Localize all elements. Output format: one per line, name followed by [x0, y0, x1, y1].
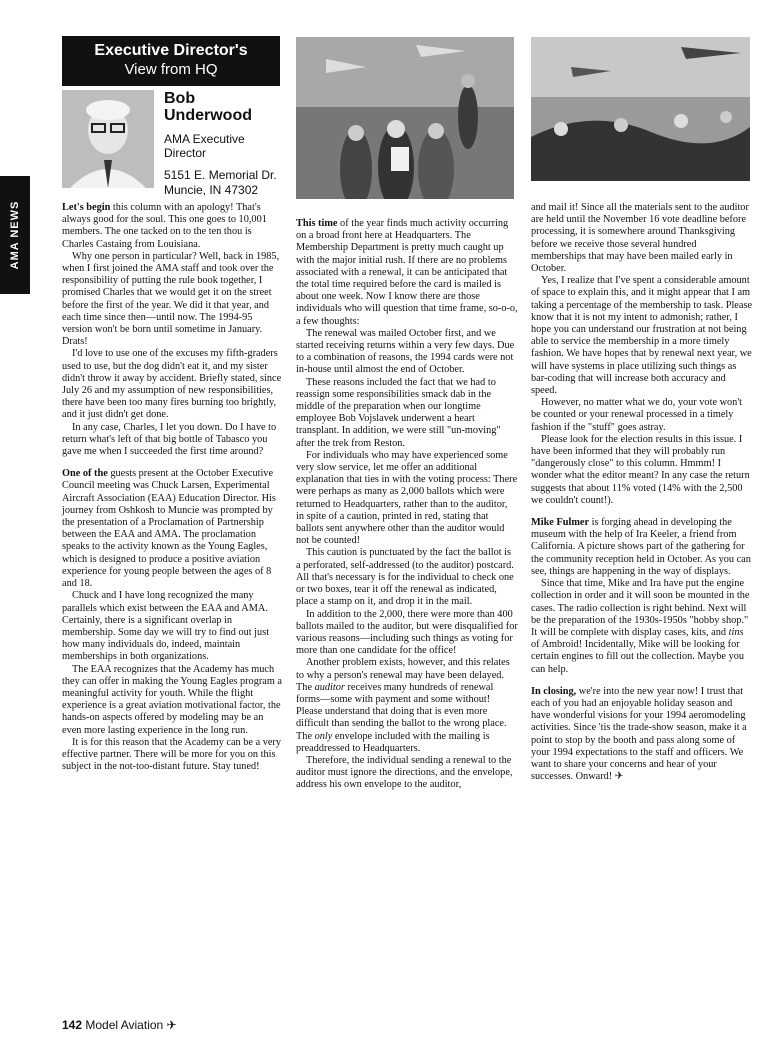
text-column-2: [296, 218, 518, 792]
col3-paragraph-6: Since that time, Mike and Ira have put the engine collection in order and it will soon be mounted in the cases. The radio collection is right behind. Next will be the preparation of the 1930s-1950s "hobby shop." It will be complete with display cases, kits, and tins of Ambroid! Incidentally, Mike will be looking for certain engines to fill out the collection. Maybe you can help.: [531, 578, 750, 675]
col2-paragraph-3: These reasons included the fact that we had to reassign some responsibilities smack dab in the middle of the preparation when our longtime employee Bob Vojslavek underwent a heart transplant. In addition, we were still "un-moving" after the trek from Reston.: [296, 376, 501, 449]
col1-paragraph-6: Chuck and I have long recognized the many parallels which exist between the EAA and AMA. Certainly, there is a significant overlap in membership. Some day we will try to find out just how many individuals do, indeed, maintain memberships in both organizations.: [62, 590, 270, 663]
author-first-name: Bob: [164, 90, 196, 107]
author-last-name: Underwood: [164, 107, 252, 124]
section-side-tab: [0, 176, 30, 294]
page-number: 142: [62, 1018, 83, 1032]
col3-paragraph-5: Mike Fulmer is forging ahead in developing the museum with the help of Ira Keeler, a friend from California. A picture shows part of the gathering for the community reception held in October. As you can see, things are happening in the way of displays.: [531, 517, 751, 577]
proclamation-photo: [296, 37, 514, 199]
magazine-title: Model Aviation ✈: [85, 1018, 177, 1032]
col1-paragraph-4: In any case, Charles, I let you down. Do I have to return what's left of that big bottle of Tabasco you gave me when I succeeded the first time around?: [62, 421, 277, 458]
col2-paragraph-2: The renewal was mailed October first, and we started receiving returns within a very few days. Due to a combination of reasons, the 1994 cards were not in-house until almost the end of October.: [296, 327, 515, 376]
col1-paragraph-3: I'd love to use one of the excuses my fifth-graders used to use, but the dog didn't eat it, and my sister didn't throw it away by accident. Briefly stated, since July 26 and my assumption of new responsibilities, there have been too many fires burning too brightly, and it just didn't get done.: [62, 348, 282, 421]
banner-subtitle: View from HQ: [124, 61, 218, 78]
column-banner: [62, 36, 280, 86]
author-photo: [62, 90, 154, 188]
col3-paragraph-4: Please look for the election results in this issue. I have been informed that they will probably run "dangerously close" to this column. Hmmm! I wonder what the editor meant? In any case the return suggests that about 11% voted (14% with the 2,500 we couldn't count!).: [531, 433, 750, 506]
text-column-1: [62, 202, 284, 773]
side-tab-label: AMA NEWS: [9, 200, 21, 270]
author-address-line1: 5151 E. Memorial Dr.: [164, 168, 277, 182]
author-role-line2: Director: [164, 146, 207, 160]
col1-paragraph-2: Why one person in particular? Well, back in 1985, when I first joined the AMA staff and took over the responsibility of putting the rule book together, I promised Charles that we would get it on the street before the first of the year. We did it that year, and each time since then—until now. The 1994-95 version won't be born until sometime in January. Drats!: [62, 250, 280, 348]
col1-paragraph-8: It is for this reason that the Academy can be a very effective partner. There will be more for you on this subject in the not-too-distant future. Stay tuned!: [62, 736, 282, 773]
col2-paragraph-6: In addition to the 2,000, there were more than 400 ballots mailed to the auditor, but were disqualified for various reasons—including such things as voting for more than one candidate for the office!: [296, 608, 518, 657]
col3-paragraph-2: Yes, I realize that I've spent a considerable amount of space to explain this, and it might appear that I am taking a percentage of the membership to task. Please know that it is not my intent to admonish; rather, I hope you can understand our frustration at not being able to service the membership in a more timely fashion. We have hopes that by renewal next year, we will have systems in place utilizing such things as bar-coding that will increase both accuracy and speed.: [531, 275, 753, 397]
col3-paragraph-7: In closing, we're into the new year now! I trust that each of you had an enjoyable holiday season and have wonderful visions for your 1994 aeromodeling activities. Since 'tis the trade-show season, make it a point to stop by the booth and pass along some of your 1994 expectations to the staff and officers. We want to share your concerns and hear of your successes. Onward! ✈: [531, 685, 747, 783]
col2-paragraph-7: Another problem exists, however, and this relates to why a person's renewal may have been delayed. The auditor receives many hundreds of renewal forms—some with payment and some without! Please understand that doing that is even more difficult than sending the ballot to the wrong place. The only envelope included with the mailing is preaddressed to Headquarters.: [296, 657, 510, 754]
author-role-line1: AMA Executive: [164, 132, 245, 146]
col1-paragraph-5: One of the guests present at the October Executive Council meeting was Chuck Larsen, Experimental Aircraft Association (EAA) Education Director. His journey from Oshkosh to Muncie was prompted by the presentation of a Proclamation of Partnership between the EAA and AMA. The proclamation speaks to the activity known as the Young Eagles, which is designed to produce a positive aviation experience for young people between the ages of 8 and 18.: [62, 468, 276, 590]
text-column-3: [531, 202, 753, 783]
col3-paragraph-3: However, no matter what we do, your vote won't be counted or your renewal processed in a timely fashion if the "stuff" goes astray.: [531, 397, 743, 433]
col2-paragraph-4: For individuals who may have experienced some very slow service, let me offer an additional explanation that ties in with the voting process: There were perhaps as many as 2,000 ballots which were returned to Headquarters, rather than to the auditor, in spite of a caution, printed in red, stating that ballots sent anywhere other than the auditor would not be counted!: [296, 449, 518, 547]
col2-paragraph-1: This time of the year finds much activity occurring on a broad front here at Headquarters. The Membership Department is pretty much caught up with the major initial rush. If there are no problems associated with a renewal, it can be anticipated that the total time required before the card is mailed is about one week. Now I know there are those individuals who will question that time frame, so-o-o, a few thoughts:: [296, 218, 518, 327]
author-address-line2: Muncie, IN 47302: [164, 183, 259, 197]
col2-paragraph-5: This caution is punctuated by the fact the ballot is a perforated, self-addressed (to the auditor) postcard. All that's necessary is for the individual to check one or two boxes, tear it off the renewal as indicated, place a stamp on it, and drop it in the mail.: [296, 547, 514, 608]
col2-paragraph-8: Therefore, the individual sending a renewal to the auditor must ignore the directions, and the envelope, address his own envelope to the auditor,: [296, 754, 513, 791]
museum-reception-photo: [531, 37, 750, 181]
page-footer: [62, 1018, 177, 1032]
col1-paragraph-7: The EAA recognizes that the Academy has much they can offer in making the Young Eagles program a meaningful activity for youth. While the flight experience is a great aviation motivational factor, the hands-on aspects offered by modeling may be an even more lasting experience in the long run.: [62, 663, 282, 736]
author-block: [164, 90, 294, 198]
col1-paragraph-1: Let's begin this column with an apology! That's always good for the soul. This one goes to 10,001 members. The one tacked on to the ten thou is Charles Castaing from Louisiana.: [62, 202, 267, 250]
col3-paragraph-1: and mail it! Since all the materials sent to the auditor are held until the November 16 vote deadline before processing, it is somewhere around Thanksgiving before we receive those several hundred memberships that may have been mailed early in October.: [531, 202, 749, 275]
banner-title: Executive Director's: [94, 42, 248, 59]
